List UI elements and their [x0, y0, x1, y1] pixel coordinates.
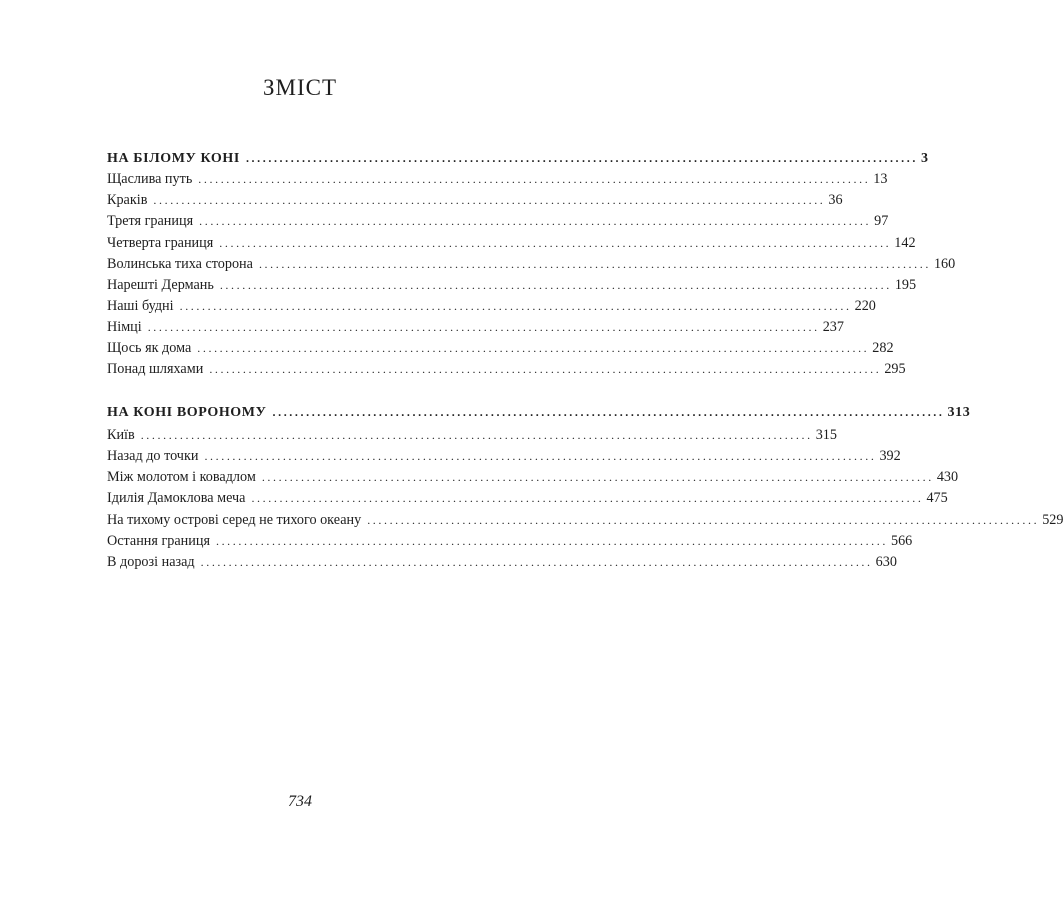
- entry-title: Третя границя: [107, 213, 194, 229]
- dot-leader: ........................................................................................................................: [245, 151, 918, 165]
- toc-entry[interactable]: [107, 446, 901, 466]
- toc-entry[interactable]: [107, 296, 876, 316]
- dot-leader: ........................................................................................................................: [140, 428, 813, 442]
- dot-leader: ........................................................................................................................: [251, 491, 924, 505]
- entry-title: Ідилія Дамоклова меча: [107, 490, 246, 506]
- entry-page: 529: [1042, 512, 1063, 528]
- toc-entry[interactable]: [107, 317, 844, 337]
- dot-leader: ........................................................................................................................: [199, 214, 872, 228]
- page-number: 734: [288, 793, 312, 810]
- entry-title: Понад шляхами: [107, 361, 204, 377]
- dot-leader: ........................................................................................................................: [367, 513, 1040, 527]
- entry-title: На тихому острові серед не тихого океану: [107, 512, 362, 528]
- entry-page: 630: [875, 554, 897, 570]
- dot-leader: ........................................................................................................................: [209, 362, 882, 376]
- dot-leader: ........................................................................................................................: [215, 534, 888, 548]
- toc-entry[interactable]: [107, 531, 913, 551]
- entry-title: Краків: [107, 192, 148, 208]
- toc-entry[interactable]: [107, 338, 894, 358]
- entry-page: 315: [815, 427, 837, 443]
- toc-entry[interactable]: [107, 488, 948, 508]
- entry-page: 475: [926, 490, 948, 506]
- part-page: 313: [947, 405, 971, 420]
- dot-leader: ........................................................................................................................: [258, 257, 931, 271]
- dot-leader: ........................................................................................................................: [219, 278, 892, 292]
- dot-leader: ........................................................................................................................: [147, 320, 820, 334]
- toc-entry[interactable]: [107, 467, 959, 487]
- entry-page: 392: [879, 448, 901, 464]
- entry-page: 282: [872, 340, 894, 356]
- toc-entry[interactable]: [107, 211, 889, 231]
- entry-page: 13: [873, 171, 888, 187]
- dot-leader: ........................................................................................................................: [179, 299, 852, 313]
- entry-page: 142: [894, 235, 916, 251]
- entry-title: Німці: [107, 319, 142, 335]
- entry-page: 36: [828, 192, 843, 208]
- entry-title: Остання границя: [107, 533, 210, 549]
- entry-page: 237: [822, 319, 844, 335]
- entry-page: 195: [894, 277, 917, 293]
- entry-page: 160: [933, 256, 956, 272]
- entry-page: 295: [884, 361, 906, 377]
- page-title: ЗМІСТ: [262, 75, 338, 100]
- toc-entry[interactable]: [107, 275, 917, 295]
- entry-title: Щось як дома: [107, 340, 192, 356]
- dot-leader: ........................................................................................................................: [200, 555, 873, 569]
- entry-title: Щаслива путь: [107, 171, 193, 187]
- toc-entry[interactable]: [107, 425, 837, 445]
- dot-leader: ........................................................................................................................: [204, 449, 877, 463]
- entry-title: Нарешті Дермань: [107, 277, 214, 293]
- entry-page: 220: [854, 298, 876, 314]
- entry-title: Між молотом і ковадлом: [107, 469, 256, 485]
- entry-page: 566: [890, 533, 913, 549]
- toc-part[interactable]: [107, 148, 929, 168]
- toc-entry[interactable]: [107, 254, 956, 274]
- entry-title: Четверта границя: [107, 235, 214, 251]
- entry-title: В дорозі назад: [107, 554, 195, 570]
- toc-entry[interactable]: [107, 552, 897, 572]
- toc-entry[interactable]: [107, 169, 888, 189]
- entry-title: Волинська тиха сторона: [107, 256, 253, 272]
- part-title: НА КОНІ ВОРОНОМУ: [107, 405, 267, 420]
- dot-leader: ........................................................................................................................: [197, 341, 870, 355]
- dot-leader: ........................................................................................................................: [272, 405, 945, 419]
- dot-leader: ........................................................................................................................: [153, 193, 826, 207]
- part-title: НА БІЛОМУ КОНІ: [107, 151, 240, 166]
- dot-leader: ........................................................................................................................: [219, 236, 892, 250]
- entry-title: Київ: [107, 427, 135, 443]
- toc-entry[interactable]: [107, 359, 906, 379]
- toc-entry[interactable]: [107, 510, 1063, 530]
- toc-entry[interactable]: [107, 233, 916, 253]
- entry-title: Назад до точки: [107, 448, 199, 464]
- entry-title: Наші будні: [107, 298, 174, 314]
- entry-page: 97: [874, 213, 889, 229]
- dot-leader: ........................................................................................................................: [261, 470, 934, 484]
- toc-entry[interactable]: [107, 190, 843, 210]
- entry-page: 430: [936, 469, 959, 485]
- toc-part[interactable]: [107, 402, 971, 422]
- dot-leader: ........................................................................................................................: [198, 172, 871, 186]
- part-page: 3: [920, 151, 929, 166]
